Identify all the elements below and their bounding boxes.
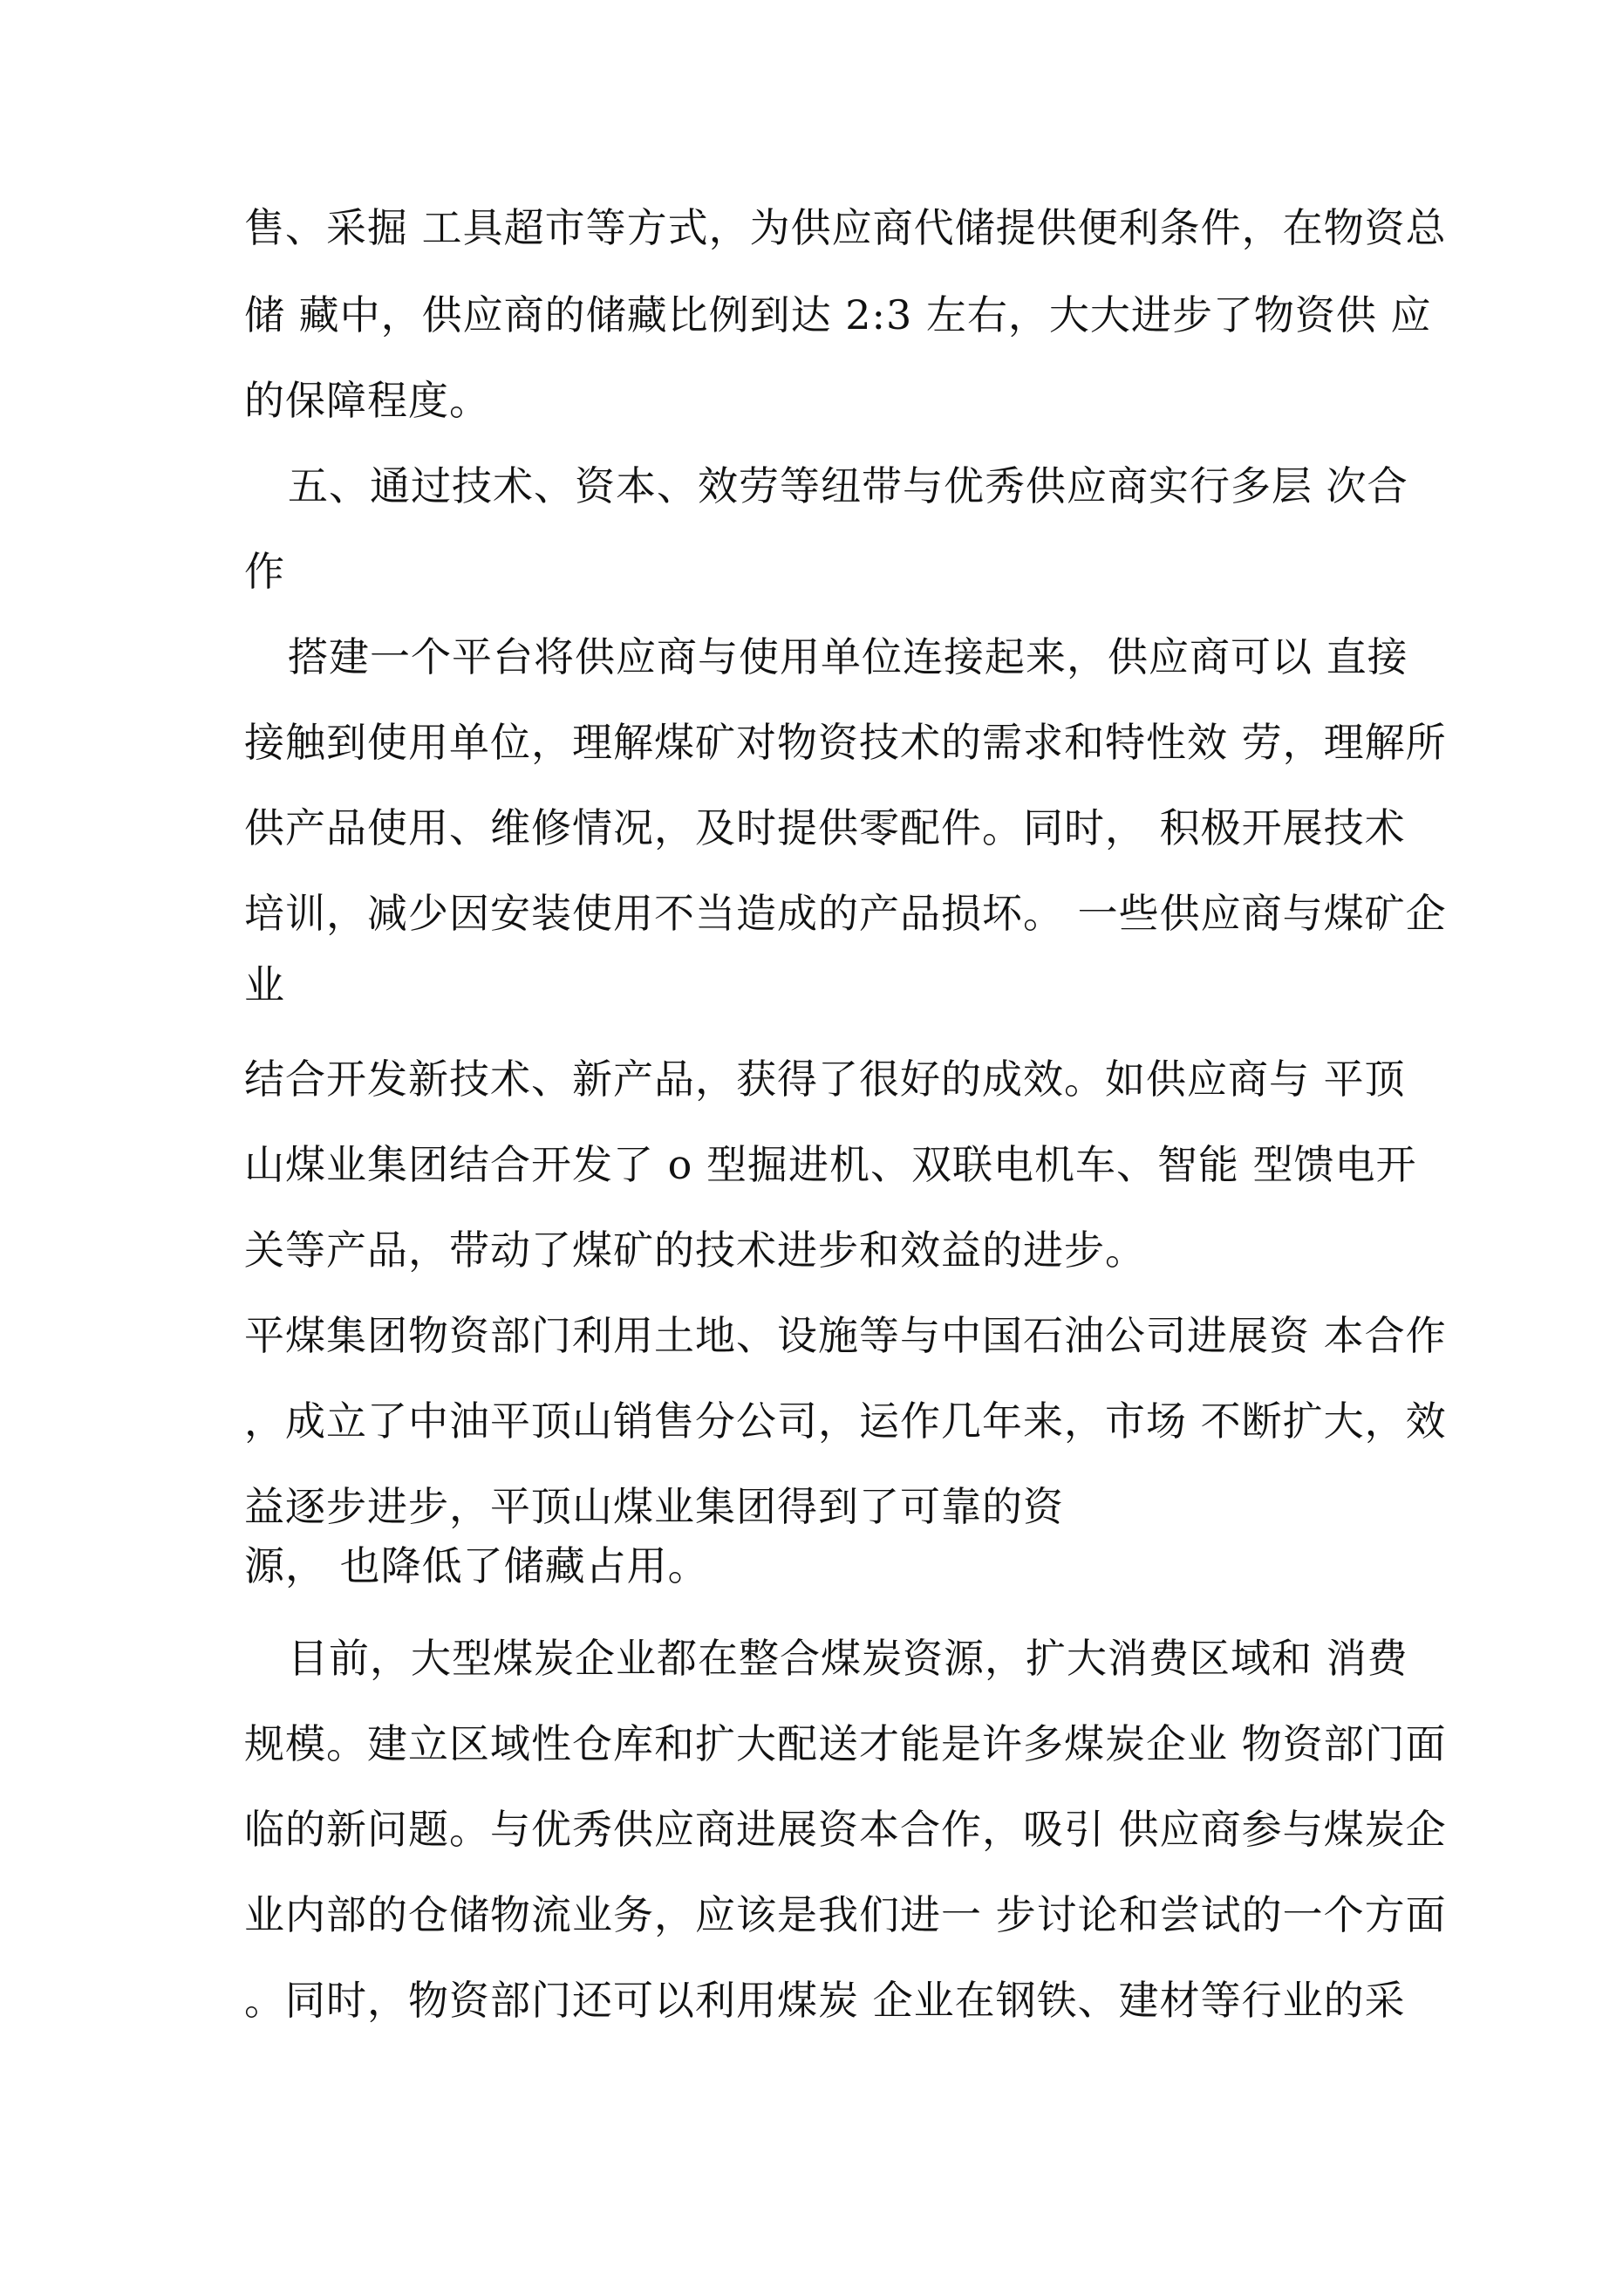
text-line: 益逐步进步，平顶山煤业集团得到了可靠的资 <box>244 1483 1064 1530</box>
text-line: 临的新问题。与优秀供应商进展资本合作，吸引 供应商参与煤炭企 <box>244 1806 1447 1853</box>
section-heading-continuation: 作 <box>244 548 285 595</box>
text-line: 售、采掘 工具超市等方式，为供应商代储提供便利条件，在物资总 <box>244 204 1447 251</box>
text-line: 。同时，物资部门还可以利用煤炭 企业在钢铁、建材等行业的采 <box>244 1977 1406 2024</box>
text-line: 源， 也降低了储藏占用。 <box>244 1542 709 1589</box>
text-line: ，成立了中油平顶山销售分公司，运作几年来，市场 不断扩大，效 <box>244 1397 1447 1445</box>
text-line: 培训，减少因安装使用不当造成的产品损坏。 一些供应商与煤矿企 <box>244 890 1447 937</box>
text-line: 的保障程度。 <box>244 377 490 424</box>
text-line: 山煤业集团结合开发了 o 型掘进机、双联电机车、智能 型馈电开 <box>244 1141 1417 1188</box>
text-line: 供产品使用、维修情况，及时提供零配件。同时， 积极开展技术 <box>244 804 1406 851</box>
text-line: 关等产品，带动了煤矿的技术进步和效益的进步。 <box>244 1227 1146 1274</box>
text-line: 储 藏中，供应商的储藏比例到达 2:3 左右，大大进步了物资供 应 <box>244 291 1432 338</box>
section-heading: 五、通过技术、资本、效劳等纽带与优秀供应商实行多层 次合 <box>288 462 1408 509</box>
text-line: 业内部的仓储物流业务，应该是我们进一 步讨论和尝试的一个方面 <box>244 1891 1447 1938</box>
text-line: 目前，大型煤炭企业都在整合煤炭资源，扩大消费区域和 消费 <box>288 1635 1408 1682</box>
text-line: 平煤集团物资部门利用土地、设施等与中国石油公司进展资 本合作 <box>244 1312 1447 1359</box>
text-line: 接触到使用单位，理解煤矿对物资技术的需求和特性效 劳，理解所 <box>244 719 1447 766</box>
text-line: 结合开发新技术、新产品，获得了很好的成效。如供应商与 平顶 <box>244 1056 1406 1103</box>
text-line: 规模。建立区域性仓库和扩大配送才能是许多煤炭企业 物资部门面 <box>244 1720 1447 1767</box>
text-line: 业 <box>244 961 285 1008</box>
text-line: 搭建一个平台将供应商与使用单位连接起来，供应商可以 直接 <box>288 633 1408 680</box>
